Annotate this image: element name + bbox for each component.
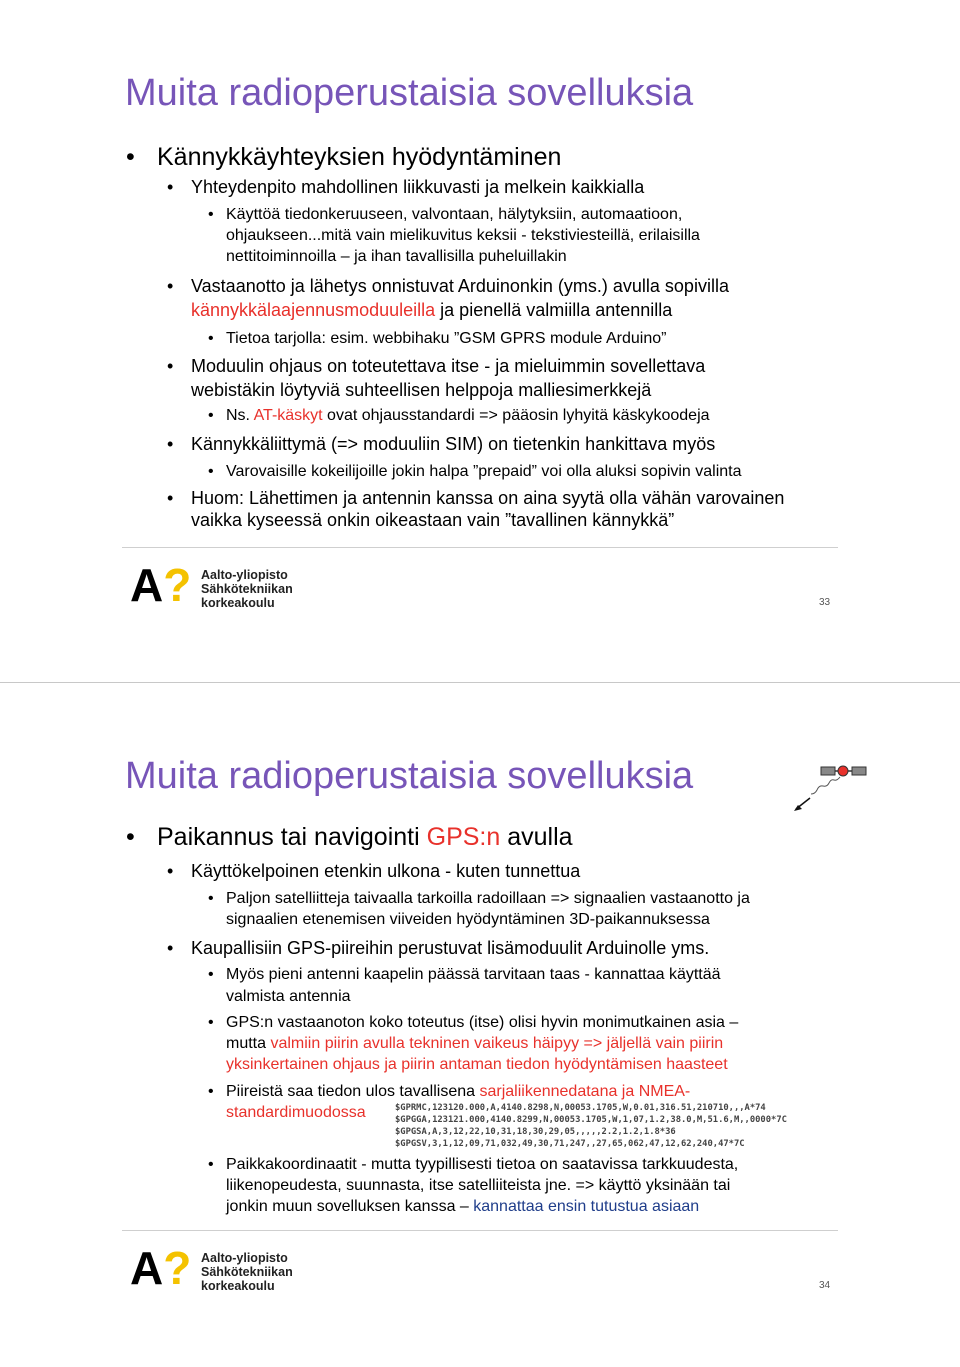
logo-line3: korkeakoulu xyxy=(201,1279,275,1293)
bullet-level3: Varovaisille kokeilijoille jokin halpa ”prepaid” voi olla aluksi sopivin valinta xyxy=(226,463,742,480)
text-span: ovat ohjausstandardi => pääosin lyhyitä käskykoodeja xyxy=(322,407,710,424)
logo-line2: Sähkötekniikan xyxy=(201,582,293,596)
bullet-level3-cont: nettitoiminnoilla – ja ihan tavallisilla puheluillakin xyxy=(226,248,567,265)
footer-divider xyxy=(122,547,838,548)
logo-glyph xyxy=(130,559,192,611)
bullet-level2: Huom: Lähettimen ja antennin kanssa on aina syytä olla vähän varovainen xyxy=(191,488,785,508)
highlight-text: AT-käskyt xyxy=(253,407,323,424)
text-span: Piireistä saa tiedon ulos tavallisena xyxy=(226,1083,480,1100)
bullet-level1: Kännykkäyhteyksien hyödyntäminen xyxy=(157,143,562,171)
nmea-line: $GPGSV,3,1,12,09,71,032,49,30,71,247,,27,65,062,47,12,62,240,47*7C xyxy=(395,1139,745,1149)
bullet: • xyxy=(126,823,135,851)
bullet: • xyxy=(208,206,214,223)
bullet: • xyxy=(208,463,214,480)
bullet-level3: Myös pieni antenni kaapelin päässä tarvitaan taas - kannattaa käyttää xyxy=(226,966,721,983)
logo-glyph-q: ? xyxy=(163,1242,192,1294)
aalto-logo xyxy=(130,559,310,616)
bullet-level3: Käyttöä tiedonkeruuseen, valvontaan, hälytyksiin, automaatioon, xyxy=(226,206,683,223)
bullet-level3-cont xyxy=(226,1033,723,1054)
footer-divider xyxy=(122,1230,838,1231)
highlight-text: standardimuodossa xyxy=(226,1104,366,1121)
bullet-level3 xyxy=(226,405,710,426)
page-number: 33 xyxy=(819,597,831,608)
nmea-line: $GPRMC,123120.000,A,4140.8298,N,00053.1705,W,0.01,316.51,210710,,,A*74 xyxy=(395,1103,766,1113)
bullet-level3-cont: signaalien etenemisen viiveiden hyödyntäminen 3D-paikannuksessa xyxy=(226,911,710,928)
bullet: • xyxy=(208,1014,214,1031)
logo-glyph-a: A xyxy=(130,559,164,611)
bullet-level2: Kaupallisiin GPS-piireihin perustuvat lisämoduulit Arduinolle yms. xyxy=(191,938,710,958)
bullet: • xyxy=(208,890,214,907)
highlight-text: sarjaliikennedatana ja NMEA- xyxy=(479,1083,691,1100)
text-span: avulla xyxy=(500,823,573,851)
bullet-level2: Käyttökelpoinen etenkin ulkona - kuten tunnettua xyxy=(191,861,581,881)
bullet-level3: Paikkakoordinaatit - mutta tyypillisesti tietoa on saatavissa tarkkuudesta, xyxy=(226,1156,739,1173)
bullet-level3: GPS:n vastaanoton koko toteutus (itse) olisi hyvin monimutkainen asia – xyxy=(226,1014,739,1031)
nmea-line: $GPGSA,A,3,12,22,10,31,18,30,29,05,,,,,2.2,1.2,1.8*36 xyxy=(395,1127,676,1137)
text-span: Paikannus tai navigointi xyxy=(157,823,427,851)
highlight-text: GPS:n xyxy=(426,823,501,851)
bullet-level2: Moduulin ohjaus on toteutettava itse - ja mieluimmin sovellettava xyxy=(191,356,706,376)
logo-glyph-q: ? xyxy=(163,559,192,611)
logo-line1: Aalto-yliopisto xyxy=(201,1251,288,1265)
highlight-text: kännykkälaajennusmoduuleilla xyxy=(191,300,436,320)
nmea-sample xyxy=(395,1102,787,1150)
bullet: • xyxy=(167,488,174,508)
logo-line3: korkeakoulu xyxy=(201,596,275,610)
slide-title: Muita radioperustaisia sovelluksia xyxy=(125,755,694,797)
logo-line2: Sähkötekniikan xyxy=(201,1265,293,1279)
bullet-level2-cont: webistäkin löytyviä suhteellisen helppoja malliesimerkkejä xyxy=(191,380,652,400)
logo-text xyxy=(201,1251,293,1293)
logo-glyph-a: A xyxy=(130,1242,164,1294)
slide-34 xyxy=(0,683,960,1367)
text-span: mutta xyxy=(226,1035,271,1052)
bullet-level2-cont xyxy=(191,299,672,321)
highlight-text: kannattaa ensin tutustua asiaan xyxy=(473,1198,700,1215)
text-span: Ns. xyxy=(226,407,254,424)
logo-line1: Aalto-yliopisto xyxy=(201,568,288,582)
bullet-level2-cont: vaikka kyseessä onkin oikeastaan vain ”tavallinen kännykkä” xyxy=(191,510,675,530)
bullet: • xyxy=(208,1156,214,1173)
satellite-icon xyxy=(790,765,870,825)
bullet: • xyxy=(167,938,174,958)
aalto-logo xyxy=(130,1242,310,1299)
bullet: • xyxy=(167,434,174,454)
bullet-level2: Kännykkäliittymä (=> moduuliin SIM) on tietenkin hankittava myös xyxy=(191,434,716,454)
bullet: • xyxy=(208,1083,214,1100)
bullet: • xyxy=(126,143,135,171)
text-span: jonkin muun sovelluksen kanssa – xyxy=(226,1198,474,1215)
logo-glyph xyxy=(130,1242,192,1294)
page-number: 34 xyxy=(819,1280,831,1291)
bullet-level3-cont: valmista antennia xyxy=(226,988,351,1005)
bullet-level3-cont: liikenopeudesta, suunnasta, itse satelliiteista jne. => käyttö yksinään tai xyxy=(226,1177,731,1194)
bullet-level3-cont: ohjaukseen...mitä vain mielikuvitus keksii - tekstiviesteillä, erilaisilla xyxy=(226,227,700,244)
bullet-level3: Tietoa tarjolla: esim. webbihaku ”GSM GPRS module Arduino” xyxy=(226,330,667,347)
bullet-level2: Vastaanotto ja lähetys onnistuvat Arduinonkin (yms.) avulla sopivilla xyxy=(191,276,729,296)
bullet: • xyxy=(208,330,214,347)
bullet-level3-cont xyxy=(226,1196,699,1217)
nmea-line: $GPGGA,123121.000,4140.8299,N,00053.1705,W,1,07,1.2,38.0,M,51.6,M,,0000*7C xyxy=(395,1115,787,1125)
logo-text xyxy=(201,568,293,610)
bullet: • xyxy=(167,861,174,881)
bullet: • xyxy=(208,966,214,983)
bullet: • xyxy=(167,177,174,197)
bullet: • xyxy=(167,356,174,376)
bullet-level3 xyxy=(226,1081,690,1102)
slide-title: Muita radioperustaisia sovelluksia xyxy=(125,72,694,114)
bullet-level1 xyxy=(157,823,573,851)
bullet-level3: Paljon satelliitteja taivaalla tarkoilla radoillaan => signaalien vastaanotto ja xyxy=(226,890,750,907)
highlight-text: valmiin piirin avulla tekninen vaikeus häipyy => jäljellä vain piirin xyxy=(270,1035,724,1052)
bullet: • xyxy=(167,276,174,296)
highlight-text: yksinkertainen ohjaus ja piirin antaman tiedon hyödyntämisen haasteet xyxy=(226,1056,728,1073)
bullet-level2: Yhteydenpito mahdollinen liikkuvasti ja melkein kaikkialla xyxy=(191,177,645,197)
text-span: ja pienellä valmiilla antennilla xyxy=(435,300,673,320)
bullet: • xyxy=(208,407,214,424)
